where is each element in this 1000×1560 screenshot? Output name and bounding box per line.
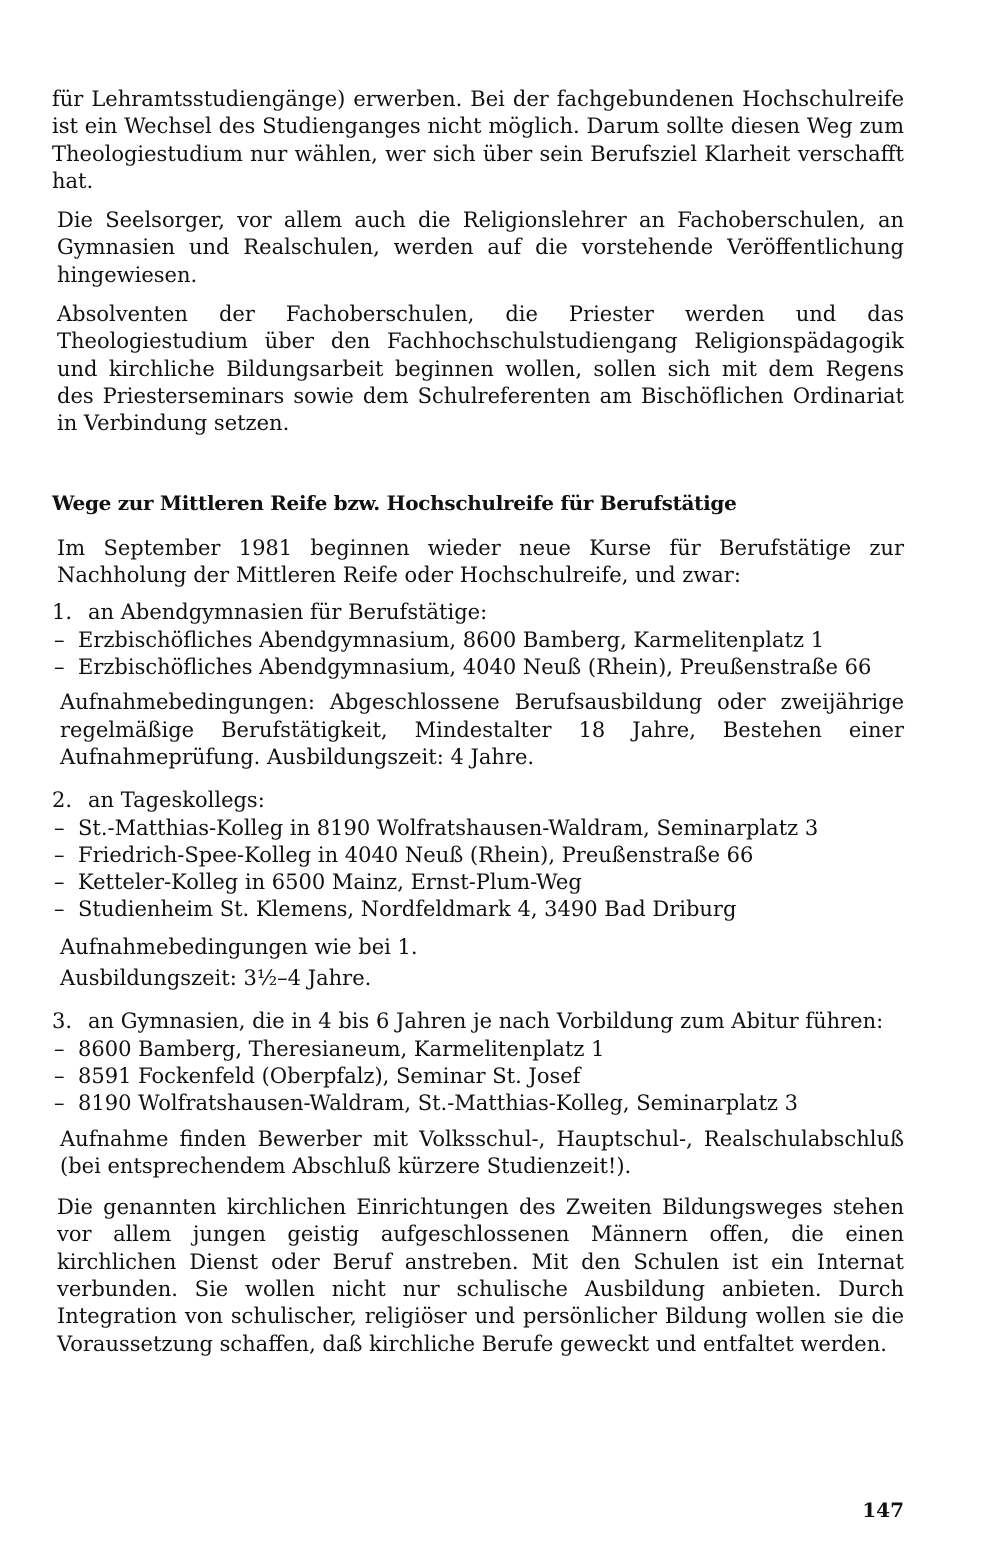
page-number: 147 xyxy=(862,1498,904,1522)
entry: – 8591 Fockenfeld (Oberpfalz), Seminar St. Josef xyxy=(52,1063,904,1090)
entry: – 8190 Wolfratshausen-Waldram, St.-Matthias-Kolleg, Seminarplatz 3 xyxy=(52,1090,904,1117)
dash-glyph: – xyxy=(54,842,65,867)
paragraph: Die Seelsorger, vor allem auch die Religionslehrer an Fachoberschulen, an Gymnasien und Realschulen, werden auf die vorstehende Veröffentlichung hingewiesen. xyxy=(57,208,904,287)
dash-glyph: – xyxy=(54,627,65,652)
item-note: Aufnahmebedingungen: Abgeschlossene Berufsausbildung oder zweijährige regelmäßige Berufstätigkeit, Mindestalter 18 Jahre, Bestehen einer Aufnahmeprüfung. Ausbildungszeit: 4 Jahre. xyxy=(60,690,904,769)
list-item xyxy=(52,787,904,814)
entry-list xyxy=(52,627,904,682)
entry: – Studienheim St. Klemens, Nordfeldmark 4, 3490 Bad Driburg xyxy=(52,896,904,923)
entry: – Erzbischöfliches Abendgymnasium, 4040 Neuß (Rhein), Preußenstraße 66 xyxy=(52,654,904,681)
item-note: Aufnahme finden Bewerber mit Volksschul-, Hauptschul-, Realschulabschluß (bei entsprechendem Abschluß kürzere Studienzeit!). xyxy=(60,1126,904,1178)
entry: – St.-Matthias-Kolleg in 8190 Wolfratshausen-Waldram, Seminarplatz 3 xyxy=(52,815,904,842)
entry-list xyxy=(52,1036,904,1118)
list-item xyxy=(52,599,904,626)
page-body xyxy=(52,86,904,1358)
item-label: an Tageskollegs: xyxy=(88,788,265,813)
dash-glyph: – xyxy=(54,815,65,840)
section-intro: Im September 1981 beginnen wieder neue Kurse für Berufstätige zur Nachholung der Mittleren Reife oder Hochschulreife, und zwar: xyxy=(57,535,904,588)
paragraph: Absolventen der Fachoberschulen, die Priester werden und das Theologiestudium über den Fachhochschulstudiengang Religionspädagogik und kirchliche Bildungsarbeit beginnen wollen, sollen sich mit dem Regens des Priesterseminars sowie dem Schulreferenten am Bischöflichen Ordinariat in Verbindung setzen. xyxy=(57,302,904,436)
item-label: an Gymnasien, die in 4 bis 6 Jahren je nach Vorbildung zum Abitur führen: xyxy=(88,1009,884,1034)
item-number: 2. xyxy=(52,788,73,813)
paragraph: für Lehramtsstudiengänge) erwerben. Bei der fachgebundenen Hochschulreife ist ein Wechsel des Studienganges nicht möglich. Darum sollte diesen Weg zum Theologiestudium nur wählen, wer sich über sein Berufsziel Klarheit verschafft hat. xyxy=(52,87,904,193)
list-item xyxy=(52,1008,904,1035)
item-number: 3. xyxy=(52,1009,73,1034)
dash-glyph: – xyxy=(54,655,65,680)
closing-paragraph: Die genannten kirchlichen Einrichtungen des Zweiten Bildungsweges stehen vor allem jungen geistig aufgeschlossenen Männern offen, die einen kirchlichen Dienst oder Beruf anstreben. Mit den Schulen ist ein Internat verbunden. Sie wollen nicht nur schulische Ausbildung anbieten. Durch Integration von schulischer, religiöser und persönlicher Bildung wollen sie die Voraussetzung schaffen, daß kirchliche Berufe geweckt und entfaltet werden. xyxy=(57,1195,904,1356)
entry: – Erzbischöfliches Abendgymnasium, 8600 Bamberg, Karmelitenplatz 1 xyxy=(52,627,904,654)
dash-glyph: – xyxy=(54,1091,65,1116)
entry: – Ketteler-Kolleg in 6500 Mainz, Ernst-Plum-Weg xyxy=(52,869,904,896)
dash-glyph: – xyxy=(54,1036,65,1061)
item-note: Ausbildungszeit: 3½–4 Jahre. xyxy=(60,966,372,991)
dash-glyph: – xyxy=(54,897,65,922)
entry: – 8600 Bamberg, Theresianeum, Karmelitenplatz 1 xyxy=(52,1036,904,1063)
dash-glyph: – xyxy=(54,1063,65,1088)
dash-glyph: – xyxy=(54,870,65,895)
entry: – Friedrich-Spee-Kolleg in 4040 Neuß (Rhein), Preußenstraße 66 xyxy=(52,842,904,869)
item-number: 1. xyxy=(52,600,73,625)
item-label: an Abendgymnasien für Berufstätige: xyxy=(88,600,488,625)
item-note: Aufnahmebedingungen wie bei 1. xyxy=(60,934,418,959)
entry-list xyxy=(52,815,904,924)
section-heading: Wege zur Mittleren Reife bzw. Hochschulreife für Berufstätige xyxy=(52,490,737,515)
